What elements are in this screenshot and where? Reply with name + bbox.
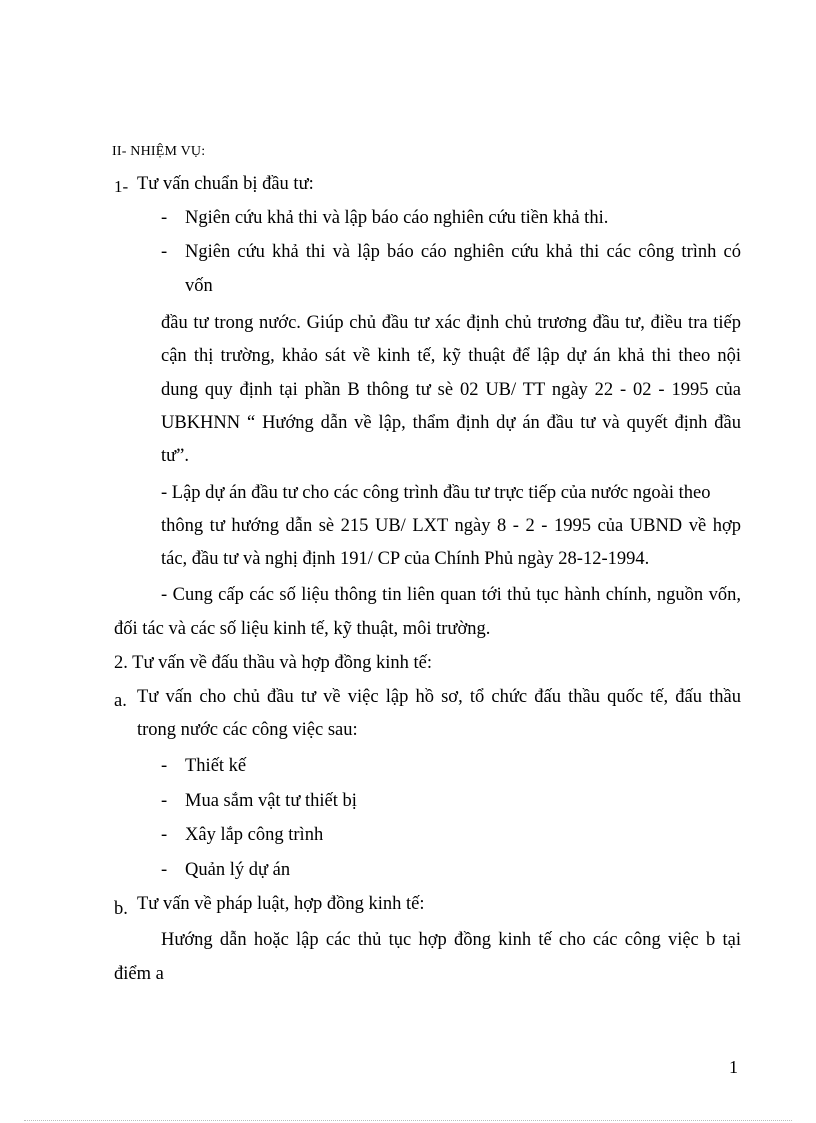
bullet-dash: - <box>161 208 168 228</box>
item1-para1-line: tư”. <box>161 446 190 466</box>
item1-bullet1: Ngiên cứu khả thi và lập báo cáo nghiên cứu tiền khả thi. <box>185 208 609 228</box>
item2-sub-a-bullet: Xây lắp công trình <box>185 825 324 845</box>
item1-para3-line: - Cung cấp các số liệu thông tin liên quan tới thủ tục hành chính, nguồn vốn, <box>161 585 741 605</box>
item2-sub-b-line2: điểm a <box>114 964 164 984</box>
item1-para1-line: dung quy định tại phần B thông tư sè 02 UB/ TT ngày 22 - 02 - 1995 của <box>161 380 741 400</box>
item1-bullet2-line2: vốn <box>185 276 213 296</box>
item2-sub-a-line2: trong nước các công việc sau: <box>137 720 358 740</box>
item2-sub-a-bullet: Mua sắm vật tư thiết bị <box>185 791 357 811</box>
bullet-dash: - <box>161 756 168 776</box>
item1-bullet2-line1: Ngiên cứu khả thi và lập báo cáo nghiên cứu khả thi các công trình có <box>185 242 741 262</box>
item2-sub-a-line1: Tư vấn cho chủ đầu tư về việc lập hồ sơ, tổ chức đấu thầu quốc tế, đấu thầu <box>137 687 741 707</box>
footer-divider <box>24 1120 792 1121</box>
item2-sub-a-bullet: Thiết kế <box>185 756 247 776</box>
item1-para1-line: cận thị trường, khảo sát về kinh tế, kỹ thuật để lập dự án khả thi theo nội <box>161 346 741 366</box>
item2-sub-a-marker: a. <box>114 691 127 711</box>
item1-para2-line: - Lập dự án đầu tư cho các công trình đầu tư trực tiếp của nước ngoài theo <box>161 483 711 503</box>
item1-marker: 1- <box>114 177 129 196</box>
bullet-dash: - <box>161 860 168 880</box>
item2-sub-a-bullet: Quản lý dự án <box>185 860 291 880</box>
page-number: 1 <box>729 1057 738 1077</box>
bullet-dash: - <box>161 791 168 811</box>
item1-para1-line: UBKHNN “ Hướng dẫn về lập, thẩm định dự án đầu tư và quyết định đầu <box>161 413 741 433</box>
item2-sub-b-title: Tư vấn về pháp luật, hợp đồng kinh tế: <box>137 894 425 914</box>
item1-title: Tư vấn chuẩn bị đầu tư: <box>137 174 314 194</box>
item1-para2-line: thông tư hướng dẫn sè 215 UB/ LXT ngày 8 - 2 - 1995 của UBND về hợp <box>161 516 741 536</box>
bullet-dash: - <box>161 825 168 845</box>
item2-sub-b-line1: Hướng dẫn hoặc lập các thủ tục hợp đồng kinh tế cho các công việc b tại <box>161 930 741 950</box>
item1-para2-line: tác, đầu tư và nghị định 191/ CP của Chính Phủ ngày 28-12-1994. <box>161 549 650 569</box>
item1-para3-line: đối tác và các số liệu kinh tế, kỹ thuật, môi trường. <box>114 619 491 639</box>
item2-title: 2. Tư vấn về đấu thầu và hợp đồng kinh tế: <box>114 653 432 673</box>
item1-para1-line: đầu tư trong nước. Giúp chủ đầu tư xác định chủ trương đầu tư, điều tra tiếp <box>161 313 741 333</box>
bullet-dash: - <box>161 242 168 262</box>
section-heading: II- NHIỆM VỤ: <box>112 144 206 159</box>
item2-sub-b-marker: b. <box>114 899 128 919</box>
